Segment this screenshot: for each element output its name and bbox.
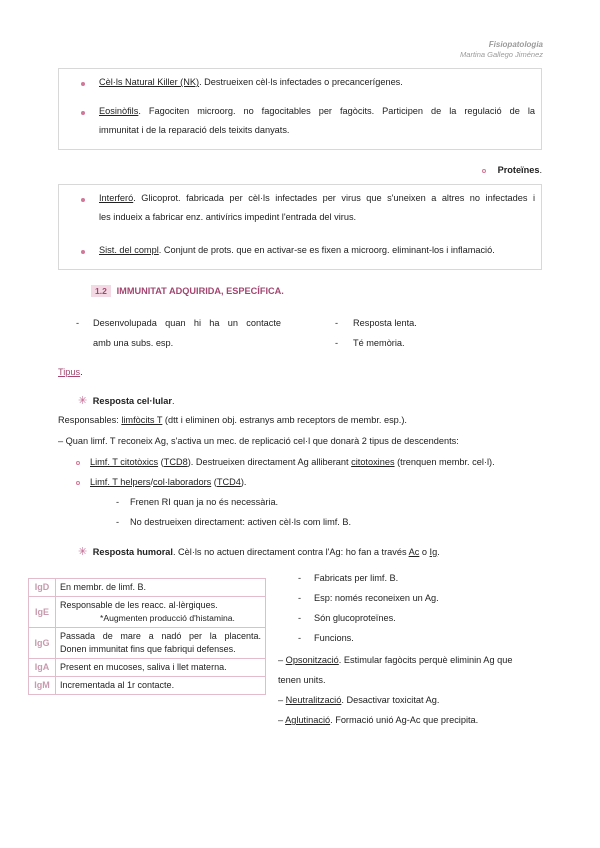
cellular-responsables: Responsables: limfòcits T (dtt i eliminen obj. estranys amb receptors de membr. esp.). — [58, 415, 407, 425]
list-item-nk: Cèl·ls Natural Killer (NK). Destrueixen cèl·ls infectades o precancerígenes. — [99, 77, 403, 87]
ig-desc: En membr. de limf. B. — [56, 579, 266, 597]
ab-dash: - — [298, 633, 302, 643]
section-heading — [91, 286, 284, 297]
ig-key: IgA — [29, 659, 56, 677]
list-item-complement: Sist. del compl. Conjunt de prots. que en activar-se es fixen a microorg. eliminant-los i inflamació. — [99, 245, 495, 255]
ab-prop-2: Esp: només reconeixen un Ag. — [314, 593, 439, 603]
ig-desc: Present en mucoses, saliva i llet materna. — [56, 659, 266, 677]
function-neutralization: – Neutralització. Desactivar toxicitat Ag. — [278, 695, 440, 705]
ab-prop-1: Fabricats per limf. B. — [314, 573, 399, 583]
header-author: Martina Gallego Jiménez — [460, 50, 543, 59]
ab-dash: - — [298, 573, 302, 583]
ab-prop-4: Funcions. — [314, 633, 354, 643]
helper-item: Limf. T helpers/col·laboradors (TCD4). — [76, 476, 246, 488]
feature-left-line1: Desenvolupada quan hi ha un contacte — [93, 318, 281, 328]
asterisk-icon: ✳ — [78, 546, 88, 558]
table-row — [29, 628, 266, 659]
ig-desc: Passada de mare a nadó per la placenta. Donen immunitat fins que fabriqui defenses. — [56, 628, 266, 659]
ab-dash: - — [298, 593, 302, 603]
ab-prop-3: Són glucoproteïnes. — [314, 613, 396, 623]
circle-bullet-icon — [482, 169, 486, 173]
feature-right-2: Té memòria. — [353, 338, 405, 348]
function-opsonization: – Opsonització. Estimular fagòcits perquè eliminin Ag que — [278, 655, 513, 665]
circle-bullet-icon — [76, 481, 80, 485]
table-row — [29, 597, 266, 628]
helper-sub-dash: - — [116, 517, 120, 527]
section-title: IMMUNITAT ADQUIRIDA, ESPECÍFICA. — [116, 286, 284, 296]
header-subject: Fisiopatologia — [488, 40, 543, 49]
function-opsonization-cont: tenen units. — [278, 675, 326, 685]
feature-left-line2: amb una subs. esp. — [93, 338, 174, 348]
humoral-heading: ✳ Resposta humoral. Cèl·ls no actuen directament contra l'Ag: ho fan a través Ac o Ig. — [78, 546, 440, 558]
cellular-mechanism: – Quan limf. T reconeix Ag, s'activa un mec. de replicació cel·l que donarà 2 tipus de descendents: — [58, 436, 459, 446]
tipus-label: Tipus. — [58, 367, 83, 377]
helper-sub-1: Frenen RI quan ja no és necessària. — [130, 497, 279, 507]
feature-dash: - — [335, 338, 339, 348]
bullet-icon — [81, 111, 85, 115]
helper-sub-dash: - — [116, 497, 120, 507]
bullet-icon — [81, 250, 85, 254]
ig-key: IgM — [29, 677, 56, 695]
table-row — [29, 579, 266, 597]
ig-key: IgG — [29, 628, 56, 659]
function-agglutination: – Aglutinació. Formació unió Ag-Ac que precipita. — [278, 715, 479, 725]
table-row — [29, 677, 266, 695]
asterisk-icon: ✳ — [78, 395, 88, 407]
ab-dash: - — [298, 613, 302, 623]
circle-bullet-icon — [76, 461, 80, 465]
immunoglobulin-table — [28, 578, 266, 695]
list-item-eosinophils: Eosinòfils. Fagociten microorg. no fagocitables per fagòcits. Participen de la regulació de la immunitat i de la reparació dels teixits danyats. — [99, 106, 535, 135]
helper-sub-2: No destrueixen directament: activen cèl·ls com limf. B. — [130, 517, 352, 527]
feature-dash: - — [76, 318, 80, 328]
ig-key: IgE — [29, 597, 56, 628]
bullet-icon — [81, 198, 85, 202]
cells-box — [58, 68, 542, 150]
ig-desc: Incrementada al 1r contacte. — [56, 677, 266, 695]
ig-key: IgD — [29, 579, 56, 597]
proteines-heading: Proteïnes. — [482, 165, 542, 175]
cellular-heading: ✳ Resposta cel·lular. — [78, 395, 175, 407]
bullet-icon — [81, 82, 85, 86]
list-item-interferon: Interferó. Glicoprot. fabricada per cèl·ls infectades per virus que s'uneixen a altres no infectades i les indueix a fabricar enz. antivírics impedint l'entrada del virus. — [99, 193, 535, 222]
section-number: 1.2 — [91, 285, 111, 297]
feature-dash: - — [335, 318, 339, 328]
feature-right-1: Resposta lenta. — [353, 318, 417, 328]
proteins-box — [58, 184, 542, 270]
table-row — [29, 659, 266, 677]
ig-desc: Responsable de les reacc. al·lèrgiques. *Augmenten producció d'histamina. — [56, 597, 266, 628]
cytotoxic-item: Limf. T citotòxics (TCD8). Destrueixen directament Ag alliberant citotoxines (trenquen membr. cel·l). — [76, 456, 495, 468]
